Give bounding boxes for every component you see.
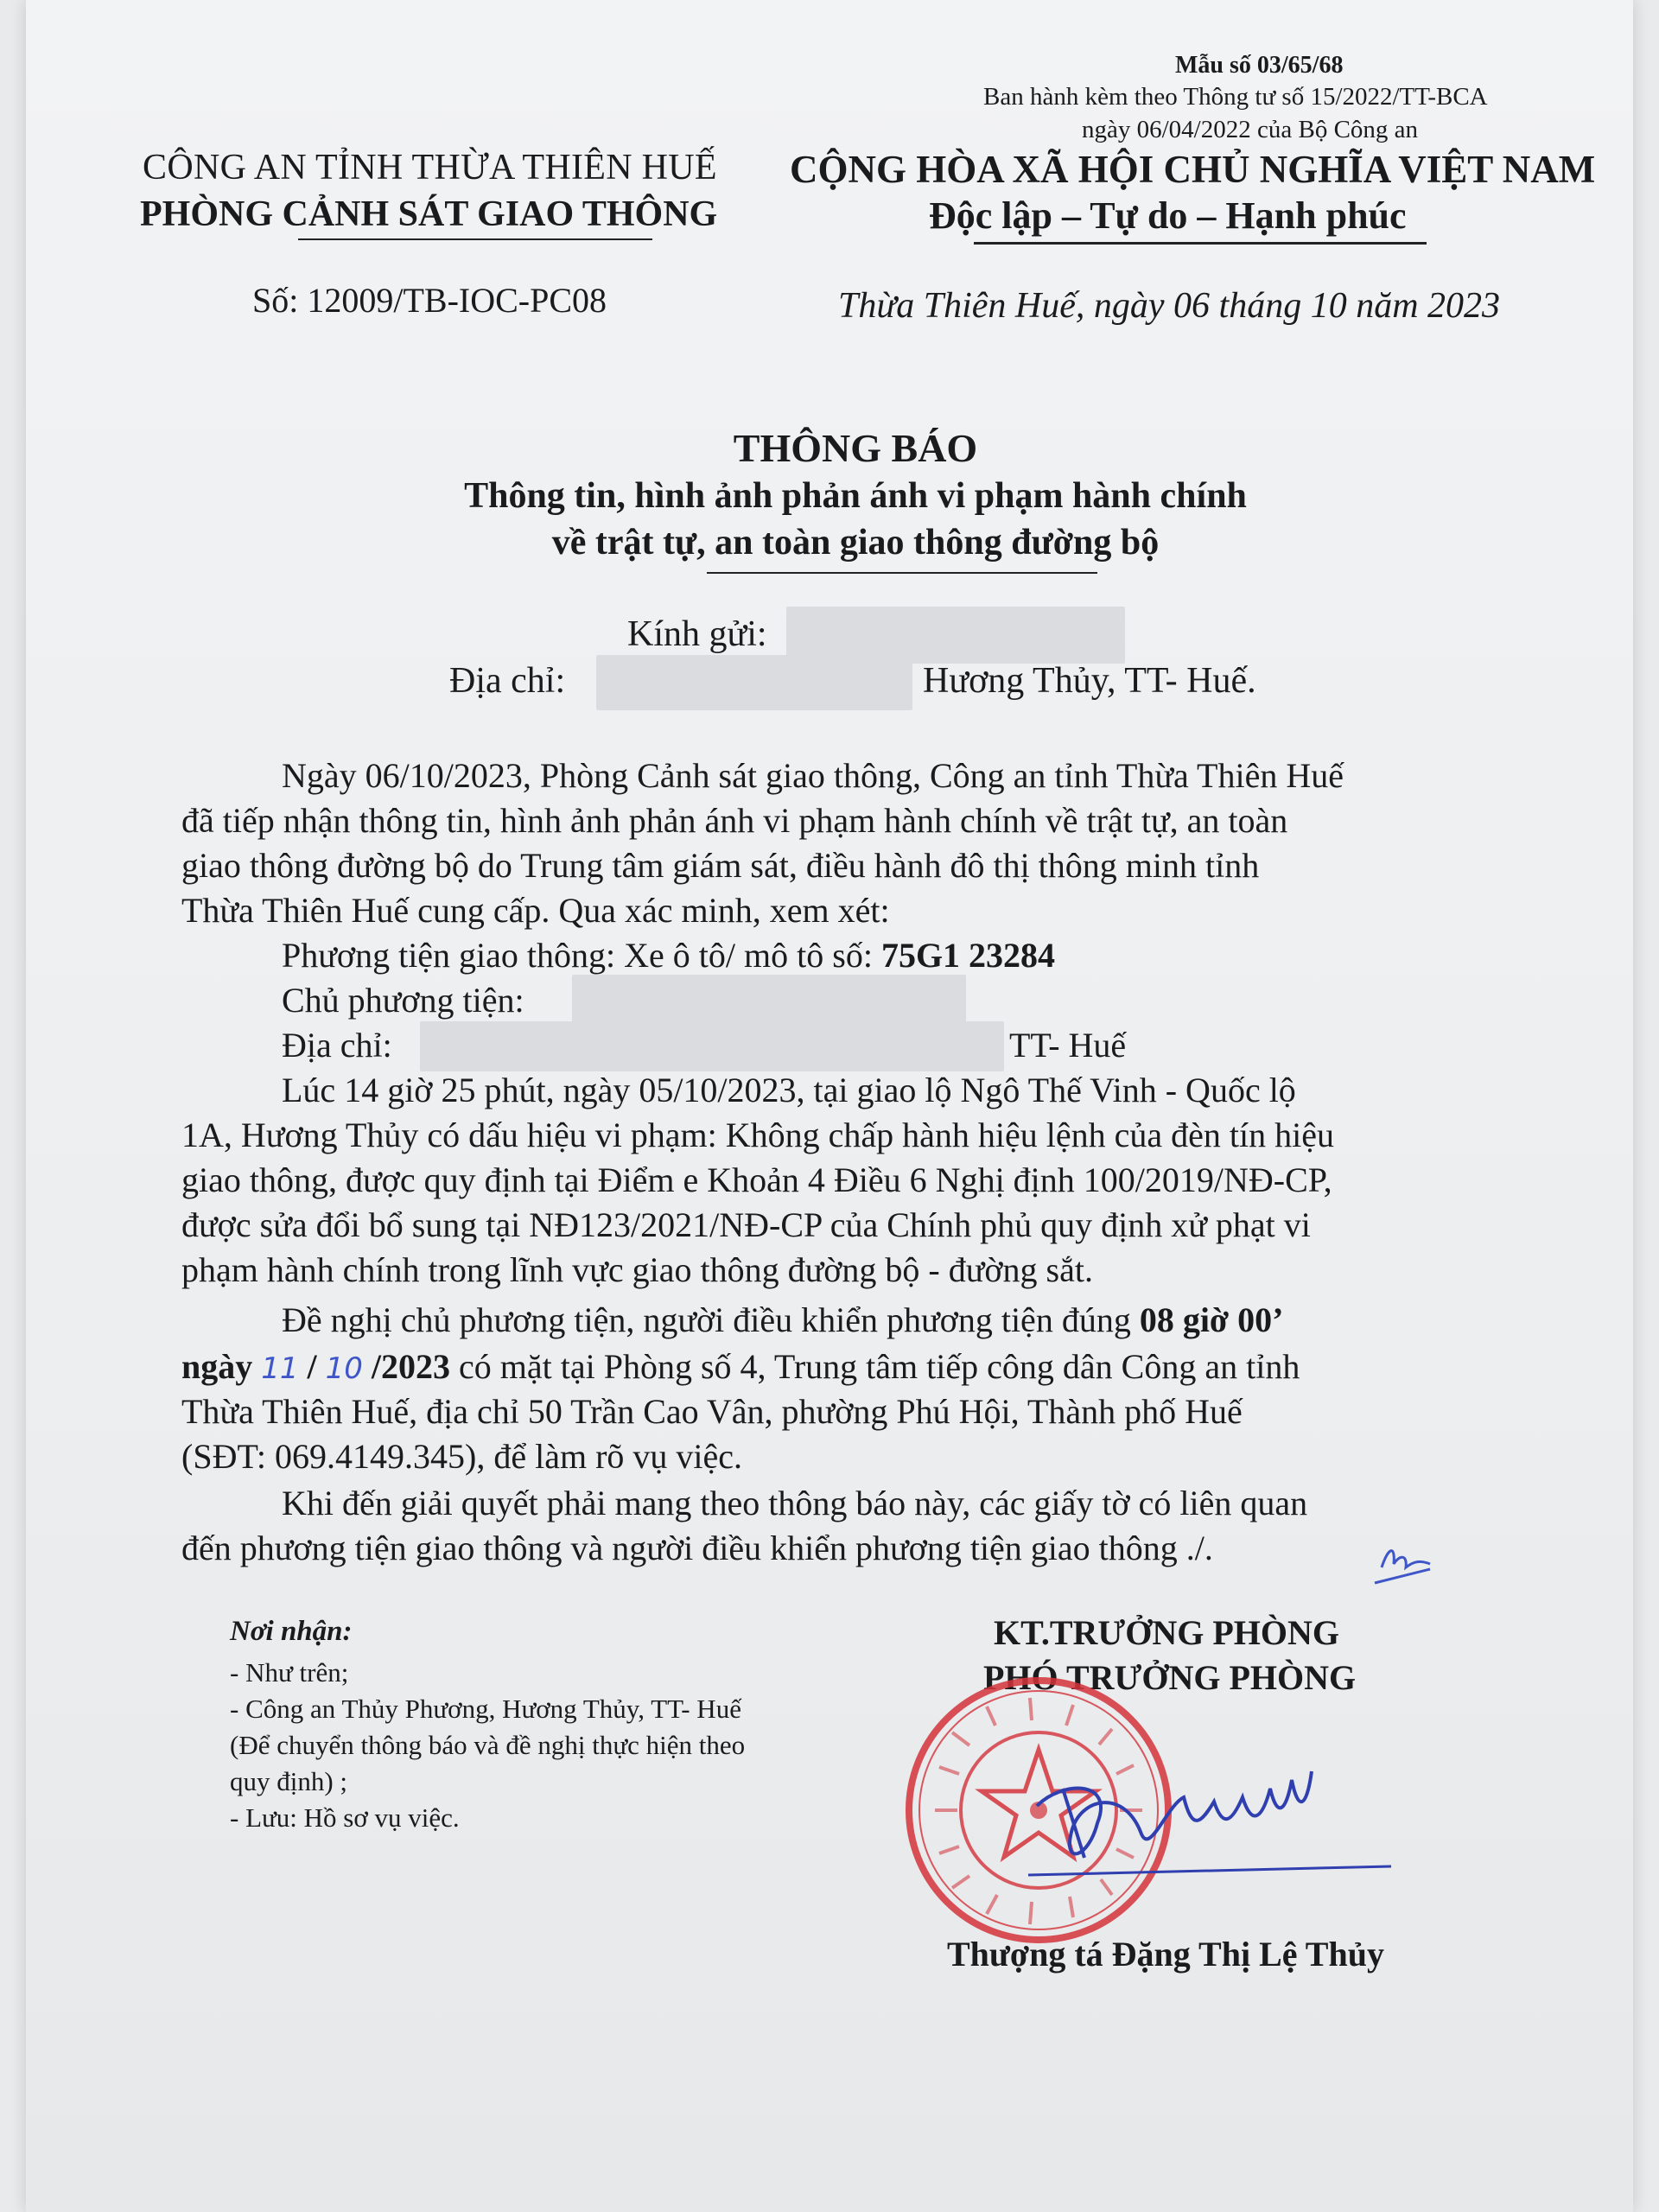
recipient-item: quy định) ; xyxy=(230,1766,348,1796)
agency-underline xyxy=(298,238,652,240)
handwritten-initial xyxy=(1370,1529,1447,1590)
body-p2-line-1: Lúc 14 giờ 25 phút, ngày 05/10/2023, tại giao lộ Ngô Thế Vinh - Quốc lộ xyxy=(282,1071,1296,1109)
addressee-address-label: Địa chỉ: xyxy=(449,661,566,701)
recipient-item: - Như trên; xyxy=(230,1657,349,1688)
signature-title-2: PHÓ TRƯỞNG PHÒNG xyxy=(983,1658,1357,1697)
document-number: Số: 12009/TB-IOC-PC08 xyxy=(252,281,607,320)
signer-name: Thượng tá Đặng Thị Lệ Thủy xyxy=(947,1935,1384,1974)
form-id: Mẫu số 03/65/68 xyxy=(1175,52,1344,79)
place-and-date: Thừa Thiên Huế, ngày 06 tháng 10 năm 2023 xyxy=(838,286,1501,326)
form-reference-line-2: ngày 06/04/2022 của Bộ Công an xyxy=(1082,116,1419,143)
recipient-item: - Công an Thủy Phương, Hương Thủy, TT- Huế xyxy=(230,1694,741,1724)
document-title: THÔNG BÁO xyxy=(733,426,978,470)
document-subtitle-line-1: Thông tin, hình ảnh phản ánh vi phạm hành chính xyxy=(464,476,1247,516)
national-motto: Độc lập – Tự do – Hạnh phúc xyxy=(929,194,1407,237)
motto-underline xyxy=(974,242,1427,245)
document-page xyxy=(26,0,1633,2212)
owner-address-tail: TT- Huế xyxy=(1009,1026,1127,1065)
appointment-location: có mặt tại Phòng số 4, Trung tâm tiếp công dân Công an tỉnh xyxy=(459,1347,1300,1386)
signature-title-1: KT.TRƯỞNG PHÒNG xyxy=(994,1613,1339,1652)
recipient-item: (Để chuyển thông báo và đề nghị thực hiện theo xyxy=(230,1730,746,1760)
appointment-year: /2023 xyxy=(371,1347,451,1386)
body-p2-line-2: 1A, Hương Thủy có dấu hiệu vi phạm: Không chấp hành hiệu lệnh của đèn tín hiệu xyxy=(181,1116,1335,1154)
date-separator: / xyxy=(307,1347,317,1386)
body-p3-line-2 xyxy=(181,1346,1300,1387)
redacted-owner-name xyxy=(572,975,966,1027)
owner-label: Chủ phương tiện: xyxy=(282,981,524,1020)
republic-name: CỘNG HÒA XÃ HỘI CHỦ NGHĨA VIỆT NAM xyxy=(790,148,1596,191)
subtitle-underline xyxy=(707,572,1097,574)
handwritten-signature xyxy=(1011,1728,1391,1910)
body-p2-line-4: được sửa đổi bổ sung tại NĐ123/2021/NĐ-CP của Chính phủ quy định xử phạt vi xyxy=(181,1205,1311,1244)
form-reference-line-1: Ban hành kèm theo Thông tư số 15/2022/TT-BCA xyxy=(983,83,1488,111)
body-p1-line-2: đã tiếp nhận thông tin, hình ảnh phản ánh vi phạm hành chính về trật tự, an toàn xyxy=(181,801,1288,840)
appointment-time: 08 giờ 00’ xyxy=(1139,1300,1284,1339)
addressee-address-tail: Hương Thủy, TT- Huế. xyxy=(923,661,1256,701)
body-p1-line-1: Ngày 06/10/2023, Phòng Cảnh sát giao thông, Công an tỉnh Thừa Thiên Huế xyxy=(282,756,1344,795)
vehicle-plate: 75G1 23284 xyxy=(880,936,1056,975)
body-p4-line-2: đến phương tiện giao thông và người điều khiển phương tiện giao thông ./. xyxy=(181,1529,1213,1567)
body-p2-line-3: giao thông, được quy định tại Điểm e Khoản 4 Điều 6 Nghị định 100/2019/NĐ-CP, xyxy=(181,1160,1332,1199)
handwritten-month: 10 xyxy=(325,1351,363,1386)
body-p2-line-5: phạm hành chính trong lĩnh vực giao thông đường bộ - đường sắt. xyxy=(181,1250,1093,1289)
body-p1-line-4: Thừa Thiên Huế cung cấp. Qua xác minh, xem xét: xyxy=(181,891,890,930)
body-p3-line-4: (SĐT: 069.4149.345), để làm rõ vụ việc. xyxy=(181,1437,743,1476)
redacted-owner-address xyxy=(420,1021,1004,1071)
department-name: PHÒNG CẢNH SÁT GIAO THÔNG xyxy=(140,194,718,234)
owner-address-label: Địa chỉ: xyxy=(282,1026,392,1065)
document-subtitle-line-2: về trật tự, an toàn giao thông đường bộ xyxy=(551,523,1160,563)
appointment-date-label: ngày xyxy=(181,1347,253,1386)
body-p3-line-3: Thừa Thiên Huế, địa chỉ 50 Trần Cao Vân, phường Phú Hội, Thành phố Huế xyxy=(181,1392,1243,1431)
vehicle-label: Phương tiện giao thông: Xe ô tô/ mô tô số: xyxy=(282,936,873,975)
body-p1-line-3: giao thông đường bộ do Trung tâm giám sát, điều hành đô thị thông minh tỉnh xyxy=(181,846,1260,885)
agency-name: CÔNG AN TỈNH THỪA THIÊN HUẾ xyxy=(143,148,717,188)
request-text: Đề nghị chủ phương tiện, người điều khiển phương tiện đúng xyxy=(282,1300,1131,1339)
handwritten-day: 11 xyxy=(261,1351,299,1386)
recipient-item: - Lưu: Hồ sơ vụ việc. xyxy=(230,1802,460,1833)
vehicle-line xyxy=(282,935,1055,976)
redacted-addressee-address xyxy=(596,655,912,710)
body-p3-line-1 xyxy=(282,1300,1283,1340)
addressee-label: Kính gửi: xyxy=(627,614,767,654)
recipients-title: Nơi nhận: xyxy=(230,1616,353,1647)
body-p4-line-1: Khi đến giải quyết phải mang theo thông báo này, các giấy tờ có liên quan xyxy=(282,1484,1308,1522)
